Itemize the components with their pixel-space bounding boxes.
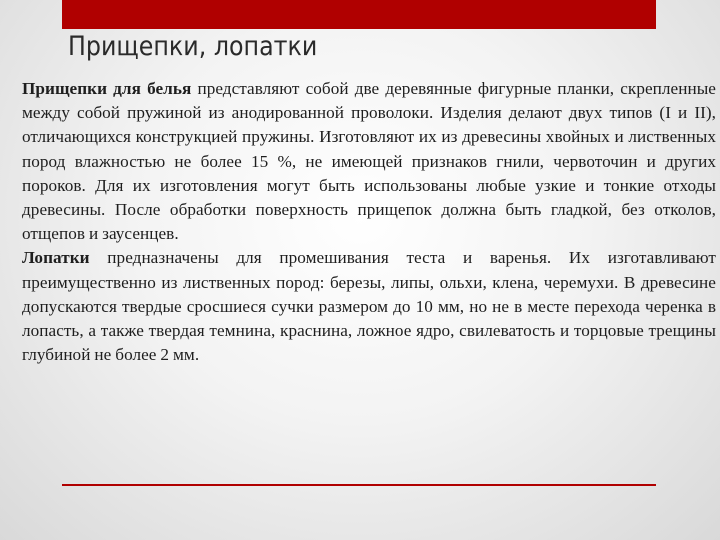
top-accent-bar — [62, 0, 656, 29]
paragraph-spatulas-text: предназначены для промешивания теста и варенья. Их изготавливают преимущественно из лиственных пород: березы, липы, ольхи, клена, черемухи. В древесине допускаются твердые сросшиеся сучки размером до 10 мм, но не в месте перехода черенка в лопасть, а также твердая темнина, краснина, ложное ядро, свилеватость и торцовые трещины глубиной не более 2 мм. — [22, 248, 716, 365]
paragraph-spatulas — [22, 246, 716, 367]
bottom-accent-line — [62, 484, 656, 486]
paragraph-clothespins — [22, 77, 716, 246]
paragraph-spatulas-term: Лопатки — [22, 248, 90, 268]
slide-title: Прищепки, лопатки — [68, 31, 318, 62]
slide-body — [22, 77, 716, 367]
paragraph-clothespins-text: представляют собой две деревянные фигурные планки, скрепленные между собой пружиной из анодированной проволоки. Изделия делают двух типов (I и II), отличающихся конструкцией пружины. Изготовляют их из древесины хвойных и лиственных пород влажностью не более 15 %, не имеющей признаков гнили, червоточин и других пороков. Для их изготовления могут быть использованы любые узкие и тонкие отходы древесины. После обработки поверхность прищепок должна быть гладкой, без отколов, отщепов и заусенцев. — [22, 79, 716, 244]
paragraph-clothespins-term: Прищепки для белья — [22, 79, 192, 98]
